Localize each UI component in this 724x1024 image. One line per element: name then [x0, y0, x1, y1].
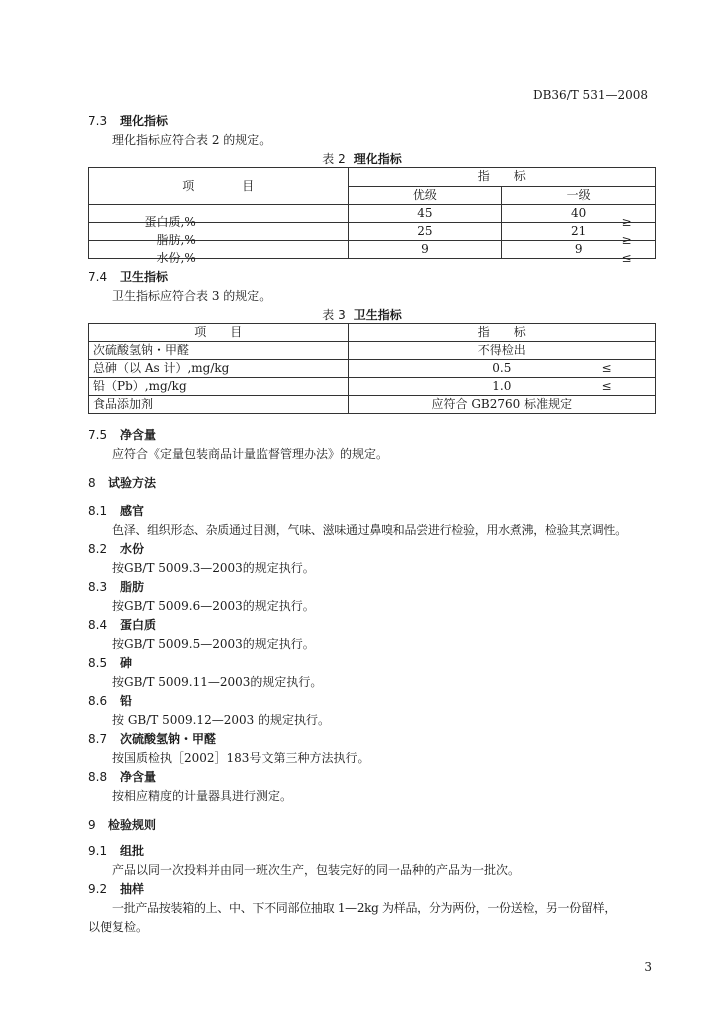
section-number: 7.3: [88, 114, 108, 128]
section-title: 净含量: [120, 428, 157, 442]
item-operator: ≥: [621, 214, 632, 229]
table-header-item: 项 目: [89, 324, 349, 342]
section-9-2-heading: [88, 880, 144, 897]
table-cell-value: 0.5: [348, 360, 655, 378]
table-3-caption: [0, 306, 724, 323]
section-title: 蛋白质: [120, 618, 157, 632]
item-operator: ≤: [601, 379, 612, 393]
section-7-3-text: 理化指标应符合表 2 的规定。: [112, 133, 272, 147]
section-number: 8.6: [88, 694, 108, 708]
caption-title: 卫生指标: [353, 308, 402, 322]
section-title: 试验方法: [108, 476, 157, 490]
section-title: 砷: [120, 656, 133, 670]
section-title: 组批: [120, 844, 145, 858]
section-8-4-text: 按GB/T 5009.5—2003的规定执行。: [112, 637, 315, 651]
chapter-9-heading: [88, 816, 156, 833]
item-label: 脂肪,%: [156, 232, 196, 247]
caption-number: 表 2: [322, 152, 346, 166]
table-row: [89, 205, 656, 223]
section-7-5-heading: [88, 426, 156, 443]
table-cell-value: 40: [502, 205, 656, 223]
section-title: 水份: [120, 542, 145, 556]
item-operator: ≤: [621, 250, 632, 265]
table-header-row: [89, 324, 656, 342]
section-8-2-text: 按GB/T 5009.3—2003的规定执行。: [112, 561, 315, 575]
caption-title: 理化指标: [353, 152, 402, 166]
section-title: 理化指标: [120, 114, 169, 128]
section-number: 8.1: [88, 504, 108, 518]
table-row: [89, 378, 656, 396]
table-cell-value: 21: [502, 223, 656, 241]
table-row: [89, 360, 656, 378]
section-number: 8.3: [88, 580, 108, 594]
section-number: 8.5: [88, 656, 108, 670]
item-operator: ≥: [621, 232, 632, 247]
table-header-grade: 优级: [348, 186, 502, 205]
section-8-4-heading: [88, 616, 156, 633]
table-cell-value: 9: [502, 241, 656, 259]
section-7-4-text: 卫生指标应符合表 3 的规定。: [112, 289, 272, 303]
table-3: [88, 323, 656, 414]
section-8-6-heading: [88, 692, 132, 709]
table-cell-value: 25: [348, 223, 502, 241]
section-title: 次硫酸氢钠・甲醛: [120, 732, 217, 746]
table-cell-value: 1.0: [348, 378, 655, 396]
section-title: 脂肪: [120, 580, 145, 594]
item-label: 水份,%: [156, 250, 196, 265]
table-header-index: 指 标: [348, 168, 655, 187]
section-9-2-text-line2: 以便复检。: [88, 920, 149, 934]
section-title: 抽样: [120, 882, 145, 896]
section-number: 8.4: [88, 618, 108, 632]
section-8-7-text: 按国质检执［2002］183号文第三种方法执行。: [112, 751, 370, 765]
chapter-8-heading: [88, 474, 156, 491]
item-label: 食品添加剂: [93, 397, 154, 411]
table-2-caption: [0, 150, 724, 167]
table-cell-value: 不得检出: [348, 342, 655, 360]
table-header-item: 项 目: [89, 168, 349, 205]
section-8-7-heading: [88, 730, 216, 747]
section-7-4-heading: [88, 268, 168, 285]
section-9-1-text: 产品以同一次投料并由同一班次生产，包装完好的同一品种的产品为一批次。: [112, 863, 521, 877]
table-header-row: [89, 168, 656, 187]
section-8-6-text: 按 GB/T 5009.12—2003 的规定执行。: [112, 713, 331, 727]
section-title: 感官: [120, 504, 145, 518]
section-title: 检验规则: [108, 818, 157, 832]
section-number: 8: [88, 476, 96, 490]
section-number: 8.7: [88, 732, 108, 746]
item-label: 次硫酸氢钠・甲醛: [93, 343, 190, 357]
table-header-index: 指 标: [348, 324, 655, 342]
section-8-8-heading: [88, 768, 156, 785]
table-row: [89, 396, 656, 414]
caption-number: 表 3: [322, 308, 346, 322]
section-number: 9.1: [88, 844, 108, 858]
page-number: 3: [644, 960, 652, 974]
section-number: 9.2: [88, 882, 108, 896]
section-7-5-text: 应符合《定量包装商品计量监督管理办法》的规定。: [112, 447, 389, 461]
table-2: [88, 167, 656, 265]
item-operator: ≤: [601, 361, 612, 375]
table-cell-item: [89, 342, 349, 360]
table-cell-item: [89, 396, 349, 414]
section-8-2-heading: [88, 540, 144, 557]
section-number: 7.5: [88, 428, 108, 442]
item-label: 蛋白质,%: [144, 214, 196, 229]
table-cell-item: [89, 241, 632, 265]
table-cell-value: 9: [348, 241, 502, 259]
item-label: 总砷（以 As 计）,mg/kg: [93, 361, 230, 375]
section-title: 净含量: [120, 770, 157, 784]
section-7-3-heading: [88, 112, 168, 129]
table-cell-value: 应符合 GB2760 标准规定: [348, 396, 655, 414]
table-cell-value: 45: [348, 205, 502, 223]
item-label: 铅（Pb）,mg/kg: [93, 379, 187, 393]
section-8-5-text: 按GB/T 5009.11—2003的规定执行。: [112, 675, 323, 689]
table-row: [89, 342, 656, 360]
section-number: 9: [88, 818, 96, 832]
section-9-2-text-line1: 一批产品按装箱的上、中、下不同部位抽取 1—2kg 为样品，分为两份，一份送检，另一份留样，: [112, 901, 617, 915]
section-title: 铅: [120, 694, 133, 708]
section-number: 8.8: [88, 770, 108, 784]
section-9-1-heading: [88, 842, 144, 859]
section-8-3-text: 按GB/T 5009.6—2003的规定执行。: [112, 599, 315, 613]
section-title: 卫生指标: [120, 270, 169, 284]
section-8-5-heading: [88, 654, 132, 671]
section-8-1-text: 色泽、组织形态、杂质通过目测，气味、滋味通过鼻嗅和品尝进行检验，用水煮沸，检验其烹调性。: [112, 523, 627, 537]
document-code: DB36/T 531—2008: [532, 88, 648, 102]
section-number: 8.2: [88, 542, 108, 556]
section-number: 7.4: [88, 270, 108, 284]
section-8-3-heading: [88, 578, 144, 595]
section-8-8-text: 按相应精度的计量器具进行测定。: [112, 789, 293, 803]
section-8-1-heading: [88, 502, 144, 519]
table-header-grade: 一级: [502, 186, 656, 205]
